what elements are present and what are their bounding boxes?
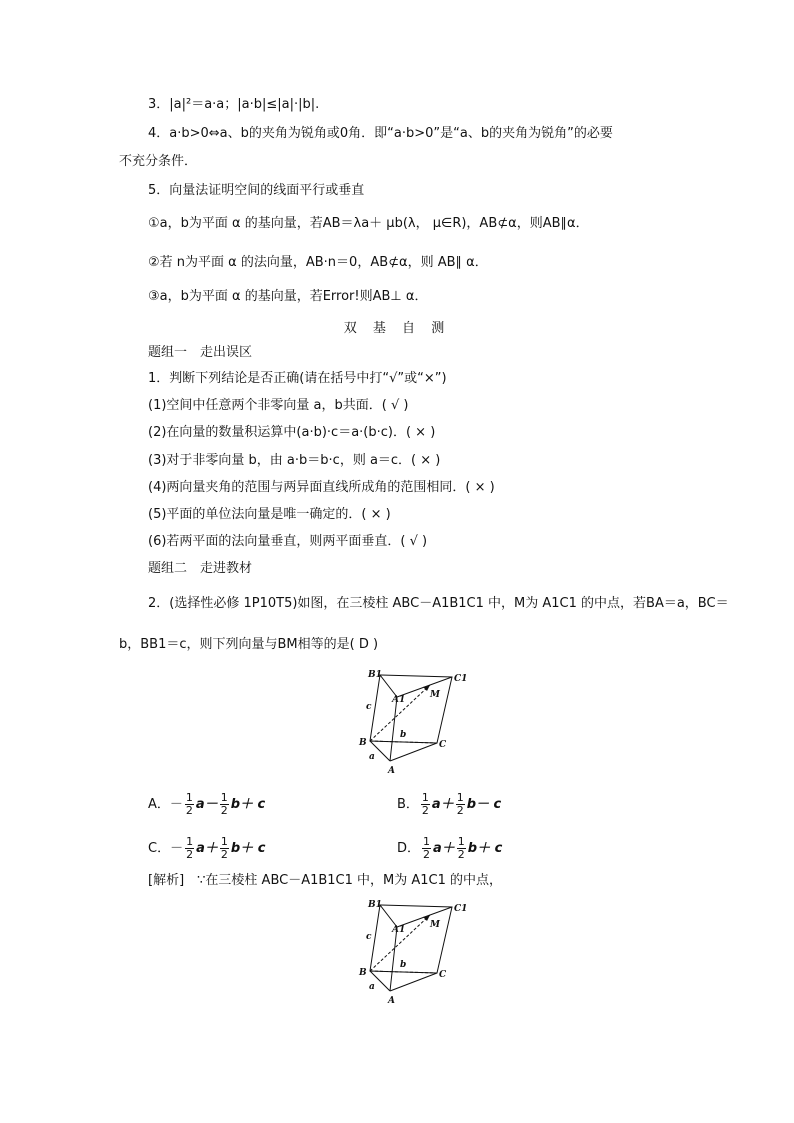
question-1: 1．判断下列结论是否正确(请在括号中打“√”或“×”) [148, 371, 447, 386]
label-M: M [430, 690, 440, 700]
label-c: c [366, 932, 372, 942]
label-B1: B1 [368, 670, 382, 680]
label-a: a [369, 752, 375, 762]
fraction: $\frac{1}{2}$ [421, 791, 429, 817]
label-B: B [359, 738, 367, 748]
q1-item-5: (5)平面的单位法向量是唯一确定的．( × ) [148, 507, 391, 522]
formula-line-4: 4．a·b>0⇔a、b的夹角为锐角或0角．即“a·b>0”是“a、b的夹角为锐角”的必要 [148, 126, 613, 141]
condition-1: ①a，b为平面 α 的基向量，若AB＝λa＋ μb(λ， μ∈R)，AB⊄α，则AB∥α． [148, 216, 589, 231]
label-A: A [388, 766, 395, 776]
fraction: $\frac{1}{2}$ [185, 791, 193, 817]
prism-figure-2 [352, 895, 472, 1007]
fraction: $\frac{1}{2}$ [220, 791, 228, 817]
label-C1: C1 [454, 674, 468, 684]
analysis-text: [解析] ∵在三棱柱 ABC－A1B1C1 中，M为 A1C1 的中点， [148, 873, 503, 888]
option-C-term-2: b＋ c [230, 841, 266, 856]
q1-item-3: (3)对于非零向量 b，由 a·b＝b·c，则 a＝c．( × ) [148, 453, 441, 468]
label-c: c [366, 702, 372, 712]
label-b: b [400, 730, 407, 740]
q1-item-6: (6)若两平面的法向量垂直，则两平面垂直．( √ ) [148, 534, 428, 549]
label-b: b [400, 960, 407, 970]
q1-item-1: (1)空间中任意两个非零向量 a，b共面．( √ ) [148, 398, 409, 413]
formula-line-5: 5．向量法证明空间的线面平行或垂直 [148, 183, 365, 198]
formula-line-4-cont: 不充分条件． [119, 154, 198, 169]
label-A1: A1 [392, 925, 406, 935]
label-B: B [359, 968, 367, 978]
label-M: M [430, 920, 440, 930]
label-A: A [388, 996, 395, 1006]
option-A[interactable] [148, 792, 265, 817]
label-a: a [369, 982, 375, 992]
option-A-sign: － [169, 797, 183, 812]
fraction: $\frac{1}{2}$ [456, 791, 464, 817]
question-2-line-2: b，BB1＝c，则下列向量与BM相等的是( D ) [119, 637, 379, 652]
fraction: $\frac{1}{2}$ [220, 835, 228, 861]
label-C: C [439, 970, 447, 980]
option-C-label: C． [148, 841, 171, 856]
option-C-term-1: a＋ [196, 841, 218, 856]
condition-2: ②若 n为平面 α 的法向量，AB·n＝0，AB⊄α，则 AB∥ α． [148, 255, 488, 270]
option-D-term-1: a＋ [433, 841, 455, 856]
option-A-term-2: b＋ c [230, 797, 266, 812]
question-2-line-1: 2．(选择性必修 1P10T5)如图，在三棱柱 ABC－A1B1C1 中，M为 A1C1 的中点，若BA＝a，BC＝ [148, 596, 729, 611]
section-title: 双 基 自 测 [343, 321, 451, 336]
label-B1: B1 [368, 900, 382, 910]
label-C1: C1 [454, 904, 468, 914]
label-C: C [439, 740, 447, 750]
option-D[interactable] [397, 836, 502, 861]
option-B-term-1: a＋ [431, 797, 454, 812]
option-D-label: D． [397, 841, 421, 856]
formula-line-3: 3．|a|²＝a·a；|a·b|≤|a|·|b|. [148, 97, 320, 112]
option-A-label: A． [148, 797, 170, 812]
q1-item-2: (2)在向量的数量积运算中(a·b)·c＝a·(b·c)．( × ) [148, 425, 436, 440]
option-A-term-1: a－ [195, 797, 218, 812]
fraction: $\frac{1}{2}$ [186, 835, 194, 861]
option-B-term-2: b－ c [466, 797, 502, 812]
label-A1: A1 [392, 695, 406, 705]
group-2-heading: 题组二 走进教材 [148, 561, 253, 576]
prism-figure-1 [352, 665, 472, 777]
option-B[interactable] [397, 792, 501, 817]
group-1-heading: 题组一 走出误区 [148, 345, 253, 360]
condition-3: ③a，b为平面 α 的基向量，若Error!则AB⊥ α． [148, 289, 428, 304]
option-C-sign: － [170, 841, 184, 856]
q1-item-4: (4)两向量夹角的范围与两异面直线所成角的范围相同．( × ) [148, 480, 495, 495]
option-D-term-2: b＋ c [467, 841, 503, 856]
option-C[interactable] [148, 836, 265, 861]
option-B-label: B． [397, 797, 419, 812]
fraction: $\frac{1}{2}$ [457, 835, 465, 861]
fraction: $\frac{1}{2}$ [423, 835, 431, 861]
